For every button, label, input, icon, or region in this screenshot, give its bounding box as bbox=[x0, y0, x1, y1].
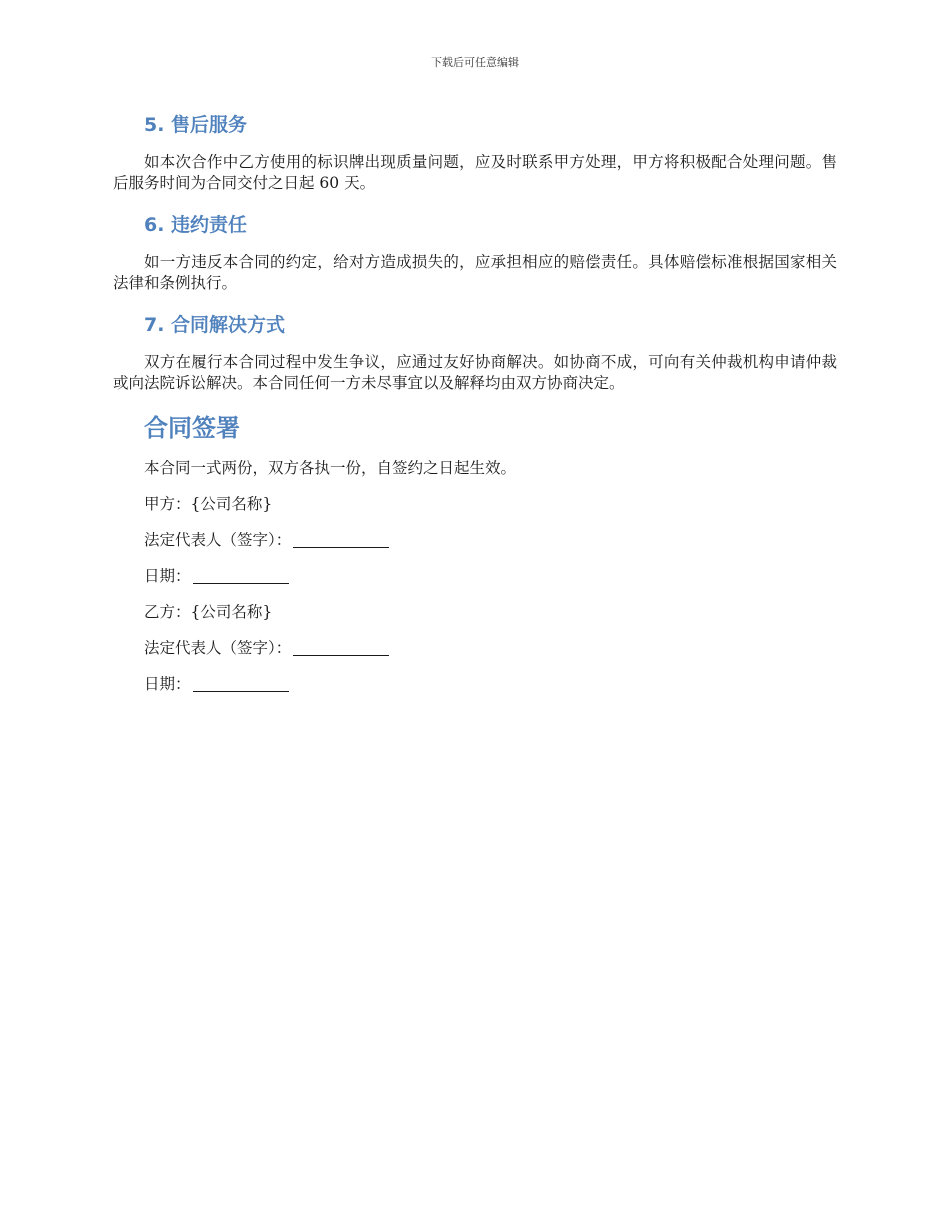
party-b-rep-line bbox=[144, 630, 837, 666]
party-a-date-label: 日期： bbox=[144, 566, 191, 585]
party-a-rep-line bbox=[144, 522, 837, 558]
party-a-date-line bbox=[144, 558, 837, 594]
section-heading-after-sales: 5. 售后服务 bbox=[144, 114, 248, 136]
party-a-rep-label: 法定代表人（签字）： bbox=[144, 530, 292, 549]
party-b-rep-label: 法定代表人（签字）： bbox=[144, 638, 292, 657]
party-b-line bbox=[144, 594, 837, 630]
party-a-line bbox=[144, 486, 837, 522]
party-b-date-blank bbox=[193, 677, 289, 692]
document-body bbox=[113, 110, 837, 702]
section-heading-liability: 6. 违约责任 bbox=[144, 214, 248, 236]
section-body-after-sales: 如本次合作中乙方使用的标识牌出现质量问题，应及时联系甲方处理，甲方将积极配合处理问题。售后服务时间为合同交付之日起 60 天。 bbox=[113, 153, 837, 192]
signing-heading: 合同签署 bbox=[144, 414, 240, 442]
section-body-liability: 如一方违反本合同的约定，给对方造成损失的，应承担相应的赔偿责任。具体赔偿标准根据国家相关法律和条例执行。 bbox=[113, 253, 837, 292]
party-b-name: 乙方：{公司名称} bbox=[144, 602, 273, 621]
party-b-date-line bbox=[144, 666, 837, 702]
party-b-date-label: 日期： bbox=[144, 674, 191, 693]
section-heading-resolution: 7. 合同解决方式 bbox=[144, 314, 286, 336]
page-header: 下载后可任意编辑 bbox=[431, 56, 519, 69]
party-a-date-blank bbox=[193, 569, 289, 584]
signing-intro: 本合同一式两份，双方各执一份，自签约之日起生效。 bbox=[144, 458, 517, 477]
section-body-resolution: 双方在履行本合同过程中发生争议，应通过友好协商解决。如协商不成，可向有关仲裁机构申请仲裁或向法院诉讼解决。本合同任何一方未尽事宜以及解释均由双方协商决定。 bbox=[113, 353, 837, 392]
party-a-signature-blank bbox=[293, 533, 389, 548]
party-a-name: 甲方：{公司名称} bbox=[144, 494, 273, 513]
party-b-signature-blank bbox=[293, 641, 389, 656]
